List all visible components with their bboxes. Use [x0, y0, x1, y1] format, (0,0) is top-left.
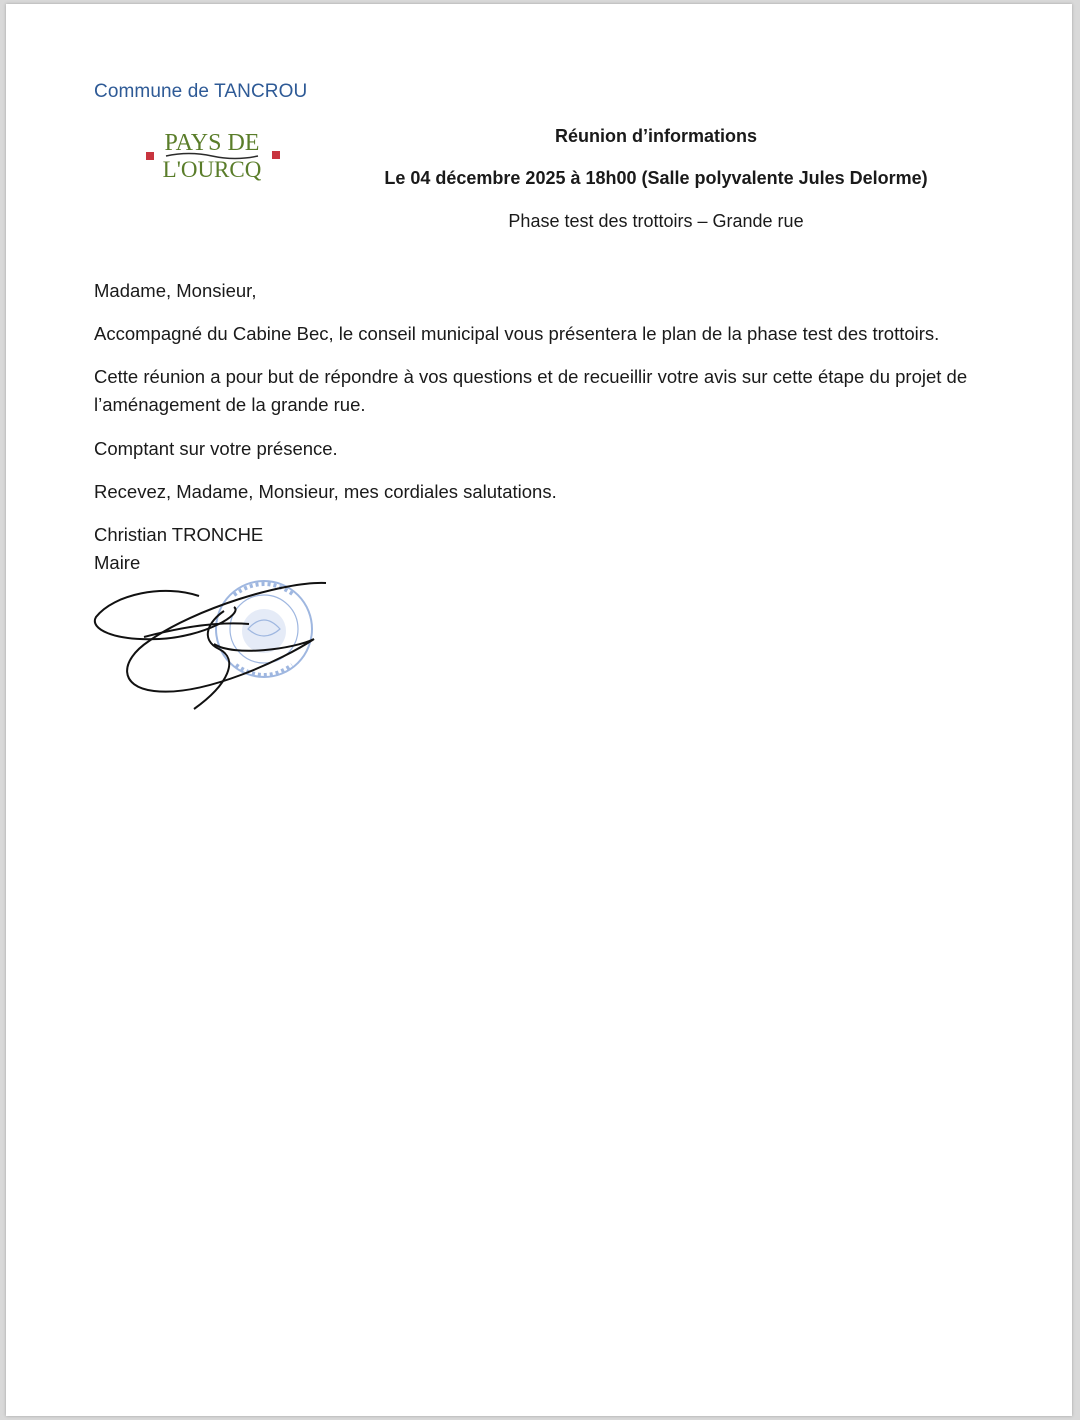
logo-line-1: PAYS DE	[164, 130, 260, 156]
meeting-subject: Phase test des trottoirs – Grande rue	[508, 211, 804, 231]
meeting-date: Le 04 décembre 2025 à 18h00 (Salle polyvalente Jules Delorme)	[384, 168, 928, 188]
signatory-role: Maire	[94, 552, 141, 573]
paragraph-3: Comptant sur votre présence.	[94, 438, 338, 459]
commune-name: Commune de TANCROU	[94, 81, 308, 102]
signature-and-stamp	[84, 569, 334, 719]
paragraph-1: Accompagné du Cabine Bec, le conseil municipal vous présentera le plan de la phase test des trottoirs.	[94, 323, 940, 344]
handwritten-signature	[95, 583, 326, 709]
meeting-title: Réunion d’informations	[555, 126, 757, 146]
signatory-name: Christian TRONCHE	[94, 524, 264, 545]
mairie-stamp	[216, 581, 312, 677]
paragraph-2: Cette réunion a pour but de répondre à vos questions et de recueillir votre avis sur cette étape du projet de l’aménagement de la grande rue.	[94, 366, 968, 415]
closing-line: Recevez, Madame, Monsieur, mes cordiales salutations.	[94, 481, 557, 502]
logo-line-2: L'OURCQ	[162, 157, 262, 182]
salutation: Madame, Monsieur,	[94, 280, 257, 301]
letter-page	[6, 4, 1072, 1416]
pays-de-lourcq-logo	[132, 122, 292, 192]
